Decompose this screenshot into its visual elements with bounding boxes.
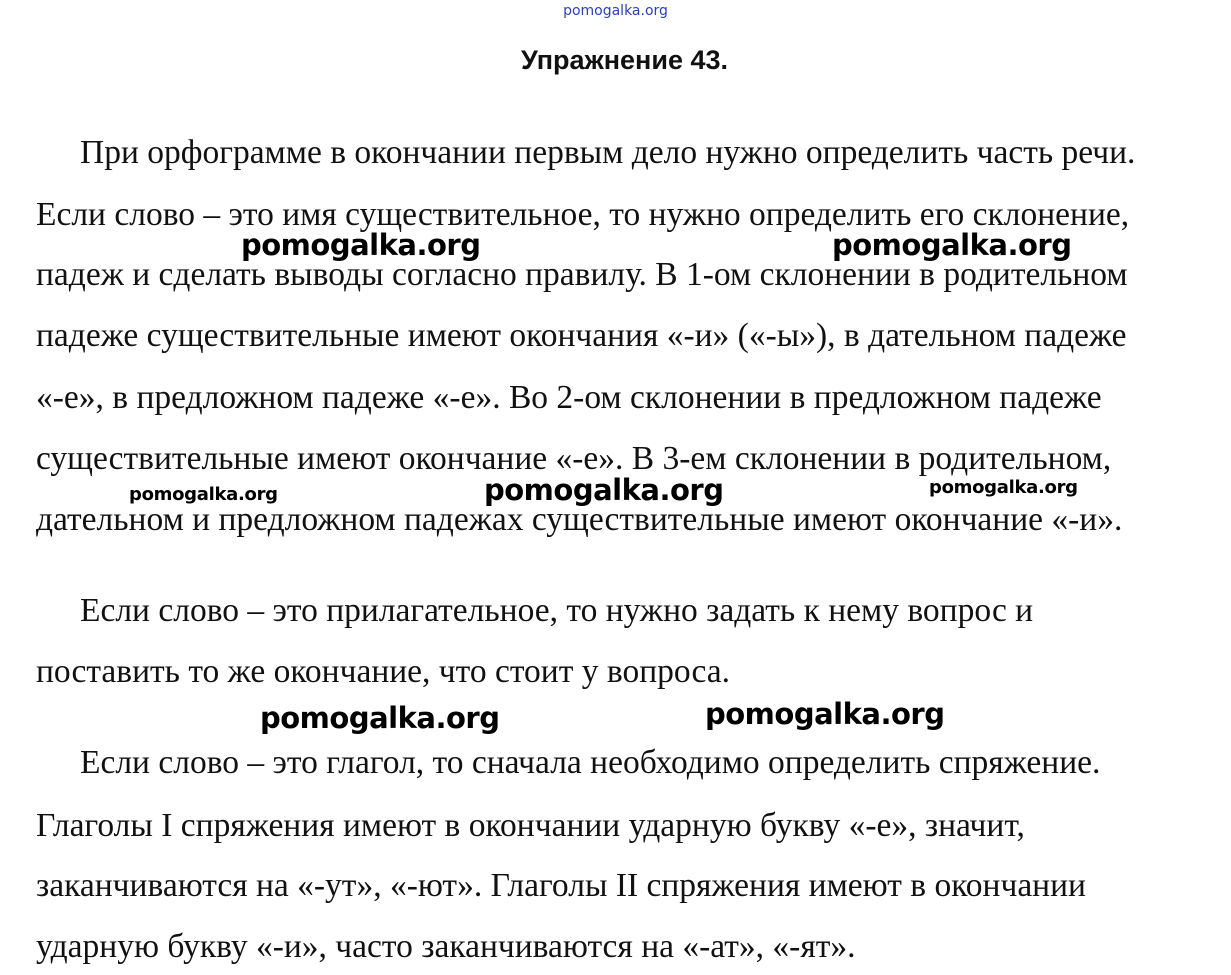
paragraph-2-line-2: поставить то же окончание, что стоит у вопроса. — [36, 653, 730, 690]
paragraph-2-line-1: Если слово – это прилагательное, то нужно задать к нему вопрос и — [80, 592, 1034, 629]
watermark: pomogalka.org — [929, 477, 1078, 498]
paragraph-3-line-1: Если слово – это глагол, то сначала необходимо определить спряжение. — [80, 744, 1101, 781]
watermark: pomogalka.org — [260, 701, 500, 735]
paragraph-3-line-4: ударную букву «-и», часто заканчиваются на «-ат», «-ят». — [36, 928, 856, 965]
paragraph-1-line-3: падеж и сделать выводы согласно правилу. В 1-ом склонении в родительном — [36, 256, 1128, 293]
paragraph-3-line-3: заканчиваются на «-ут», «-ют». Глаголы II спряжения имеют в окончании — [36, 867, 1086, 904]
paragraph-1-line-1: При орфограмме в окончании первым дело нужно определить часть речи. — [80, 134, 1136, 171]
watermark: pomogalka.org — [705, 697, 945, 731]
paragraph-3-line-2: Глаголы I спряжения имеют в окончании ударную букву «-е», значит, — [36, 807, 1025, 844]
watermark: pomogalka.org — [241, 228, 481, 262]
paragraph-1-line-7: дательном и предложном падежах существительные имеют окончание «-и». — [36, 501, 1123, 538]
paragraph-1-line-4: падеже существительные имеют окончания «-и» («-ы»), в дательном падеже — [36, 317, 1127, 354]
watermark: pomogalka.org — [129, 484, 278, 505]
exercise-title: Упражнение 43. — [520, 45, 728, 75]
paragraph-1-line-2: Если слово – это имя существительное, то нужно определить его склонение, — [36, 196, 1130, 233]
watermark: pomogalka.org — [832, 228, 1072, 262]
paragraph-1-line-6: существительные имеют окончание «-е». В 3-ем склонении в родительном, — [36, 440, 1112, 477]
paragraph-1-line-5: «-е», в предложном падеже «-е». Во 2-ом склонении в предложном падеже — [36, 379, 1102, 416]
watermark: pomogalka.org — [484, 473, 724, 507]
site-link[interactable]: pomogalka.org — [563, 3, 668, 19]
